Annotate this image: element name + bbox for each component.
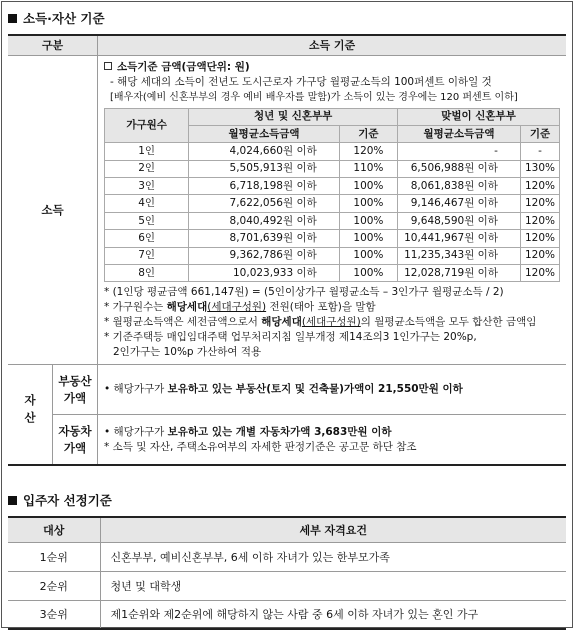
th-target: 대상 (8, 517, 100, 542)
fn2-post: 전원(태아 포함)을 말함 (266, 301, 376, 314)
dual-amount-cell: 9,648,590원 이하 (398, 212, 521, 229)
fn3-post: 의 월평균소득액을 모두 합산한 금액임 (360, 316, 537, 329)
youth-amount-cell: 7,622,056원 이하 (189, 195, 339, 212)
car-line (104, 425, 560, 440)
realestate-label (53, 365, 98, 415)
car-label-1: 자동차 (58, 423, 92, 438)
income-row (105, 265, 560, 282)
income-row (105, 212, 560, 229)
asset-label-text: 자산 (23, 393, 37, 429)
income-note-2: [배우자(예비 신혼부부의 경우 예비 배우자를 말함)가 소득이 있는 경우에는 120 퍼센트 이하] (110, 91, 518, 103)
dual-amount-cell: - (398, 143, 521, 160)
car-bold: 보유하고 있는 개별 자동차가액 3,683만원 이하 (167, 425, 392, 438)
dual-amount-cell: 6,506,988원 이하 (398, 160, 521, 177)
realestate-pre: • 해당가구가 (104, 383, 168, 396)
fn2-pre: * 가구원수는 (104, 301, 167, 314)
fn3-underline: (세대구성원) (301, 316, 361, 329)
youth-amount-cell: 9,362,786원 이하 (189, 247, 339, 264)
fn3-bold: 해당세대 (261, 316, 302, 329)
dual-standard-cell: 120% (520, 195, 559, 212)
income-content (98, 55, 567, 365)
youth-amount-cell: 4,024,660원 이하 (189, 143, 339, 160)
header-income-standard: 소득 기준 (98, 35, 567, 55)
footnote-4b: 2인가구는 10%p 가산하여 적용 (113, 346, 262, 359)
youth-amount-cell: 10,023,933 이하 (189, 265, 339, 282)
asset-label (8, 365, 53, 465)
realestate-content (98, 365, 567, 415)
selection-criteria-table (8, 516, 566, 630)
realestate-label-2: 가액 (63, 390, 87, 405)
youth-amount-cell: 5,505,913원 이하 (189, 160, 339, 177)
header-category: 구분 (8, 35, 98, 55)
square-bullet-icon (8, 14, 17, 23)
footnote-2 (104, 300, 560, 315)
rank-cell: 1순위 (8, 542, 100, 571)
car-content (98, 415, 567, 465)
income-label: 소득 (8, 55, 98, 365)
income-row (105, 160, 560, 177)
household-size-cell: 6인 (105, 230, 189, 247)
income-row (105, 143, 560, 160)
dual-standard-cell: - (520, 143, 559, 160)
income-row (105, 247, 560, 264)
dual-amount-cell: 11,235,343원 이하 (398, 247, 521, 264)
income-row (105, 178, 560, 195)
selection-row (8, 542, 566, 571)
rank-cell: 2순위 (8, 571, 100, 600)
dual-standard-cell: 120% (520, 178, 559, 195)
youth-amount-cell: 8,040,492원 이하 (189, 212, 339, 229)
footnote-3 (104, 315, 560, 330)
footnote-4a: * 기준주택등 매입임대주택 업무처리지침 일부개정 제14조의3 1인가구는 20%p, (104, 331, 477, 344)
household-size-cell: 5인 (105, 212, 189, 229)
th-standard-2: 기준 (520, 125, 559, 142)
th-dual-income-newlywed: 맞벌이 신혼부부 (398, 108, 560, 125)
rank-cell: 3순위 (8, 600, 100, 629)
requirement-cell: 청년 및 대학생 (100, 571, 566, 600)
section-title-text: 입주자 선정기준 (23, 493, 112, 508)
youth-amount-cell: 8,701,639원 이하 (189, 230, 339, 247)
fn2-bold: 해당세대 (166, 301, 208, 314)
youth-standard-cell: 100% (339, 230, 397, 247)
square-bullet-icon (8, 496, 17, 505)
household-size-cell: 8인 (105, 265, 189, 282)
household-size-cell: 2인 (105, 160, 189, 177)
youth-standard-cell: 100% (339, 247, 397, 264)
dual-amount-cell: 9,146,467원 이하 (398, 195, 521, 212)
household-size-cell: 1인 (105, 143, 189, 160)
section-title-income-asset (8, 9, 105, 27)
th-youth-newlywed: 청년 및 신혼부부 (189, 108, 398, 125)
selection-row (8, 600, 566, 629)
section-title-selection (8, 491, 112, 509)
section-title-text: 소득·자산 기준 (23, 11, 105, 26)
income-threshold-table (104, 108, 560, 283)
car-label (53, 415, 98, 465)
requirement-cell: 제1순위와 제2순위에 해당하지 않는 사람 중 6세 이하 자녀가 있는 혼인 가구 (100, 600, 566, 629)
th-amount-2: 월평균소득금액 (398, 125, 521, 142)
household-size-cell: 3인 (105, 178, 189, 195)
th-amount-1: 월평균소득금액 (189, 125, 339, 142)
youth-standard-cell: 100% (339, 265, 397, 282)
household-size-cell: 7인 (105, 247, 189, 264)
requirement-cell: 신혼부부, 예비신혼부부, 6세 이하 자녀가 있는 한부모가족 (100, 542, 566, 571)
dual-standard-cell: 120% (520, 265, 559, 282)
th-household-size: 가구원수 (105, 108, 189, 143)
dual-amount-cell: 8,061,838원 이하 (398, 178, 521, 195)
income-heading (104, 60, 560, 75)
fn2-underline: (세대구성원) (207, 301, 267, 314)
dual-standard-cell: 120% (520, 230, 559, 247)
household-size-cell: 4인 (105, 195, 189, 212)
footnote-1: * (1인당 평균금액 661,147원) = (5인이상가구 월평균소득 – 3인가구 월평균소득 / 2) (104, 286, 504, 299)
car-note: * 소득 및 자산, 주택소유여부의 자세한 판정기준은 공고문 하단 참조 (104, 440, 417, 453)
th-standard-1: 기준 (339, 125, 397, 142)
th-requirements: 세부 자격요건 (100, 517, 566, 542)
realestate-bold: 보유하고 있는 부동산(토지 및 건축물)가액이 21,550만원 이하 (167, 383, 463, 396)
income-note-1: - 해당 세대의 소득이 전년도 도시근로자 가구당 월평균소득의 100퍼센트 이하일 것 (110, 75, 492, 88)
car-label-2: 가액 (63, 440, 87, 455)
dual-standard-cell: 120% (520, 212, 559, 229)
youth-amount-cell: 6,718,198원 이하 (189, 178, 339, 195)
fn3-pre: * 월평균소득액은 세전금액으로서 (104, 316, 262, 329)
dual-standard-cell: 120% (520, 247, 559, 264)
checkbox-square-icon (104, 62, 112, 70)
youth-standard-cell: 100% (339, 178, 397, 195)
youth-standard-cell: 100% (339, 212, 397, 229)
dual-amount-cell: 10,441,967원 이하 (398, 230, 521, 247)
income-heading-text: 소득기준 금액(금액단위: 원) (117, 60, 250, 73)
dual-standard-cell: 130% (520, 160, 559, 177)
youth-standard-cell: 110% (339, 160, 397, 177)
income-row (105, 230, 560, 247)
car-pre: • 해당가구가 (104, 425, 168, 438)
income-row (105, 195, 560, 212)
dual-amount-cell: 12,028,719원 이하 (398, 265, 521, 282)
youth-standard-cell: 120% (339, 143, 397, 160)
realestate-label-1: 부동산 (58, 373, 92, 388)
youth-standard-cell: 100% (339, 195, 397, 212)
selection-row (8, 571, 566, 600)
income-asset-table (8, 34, 566, 466)
